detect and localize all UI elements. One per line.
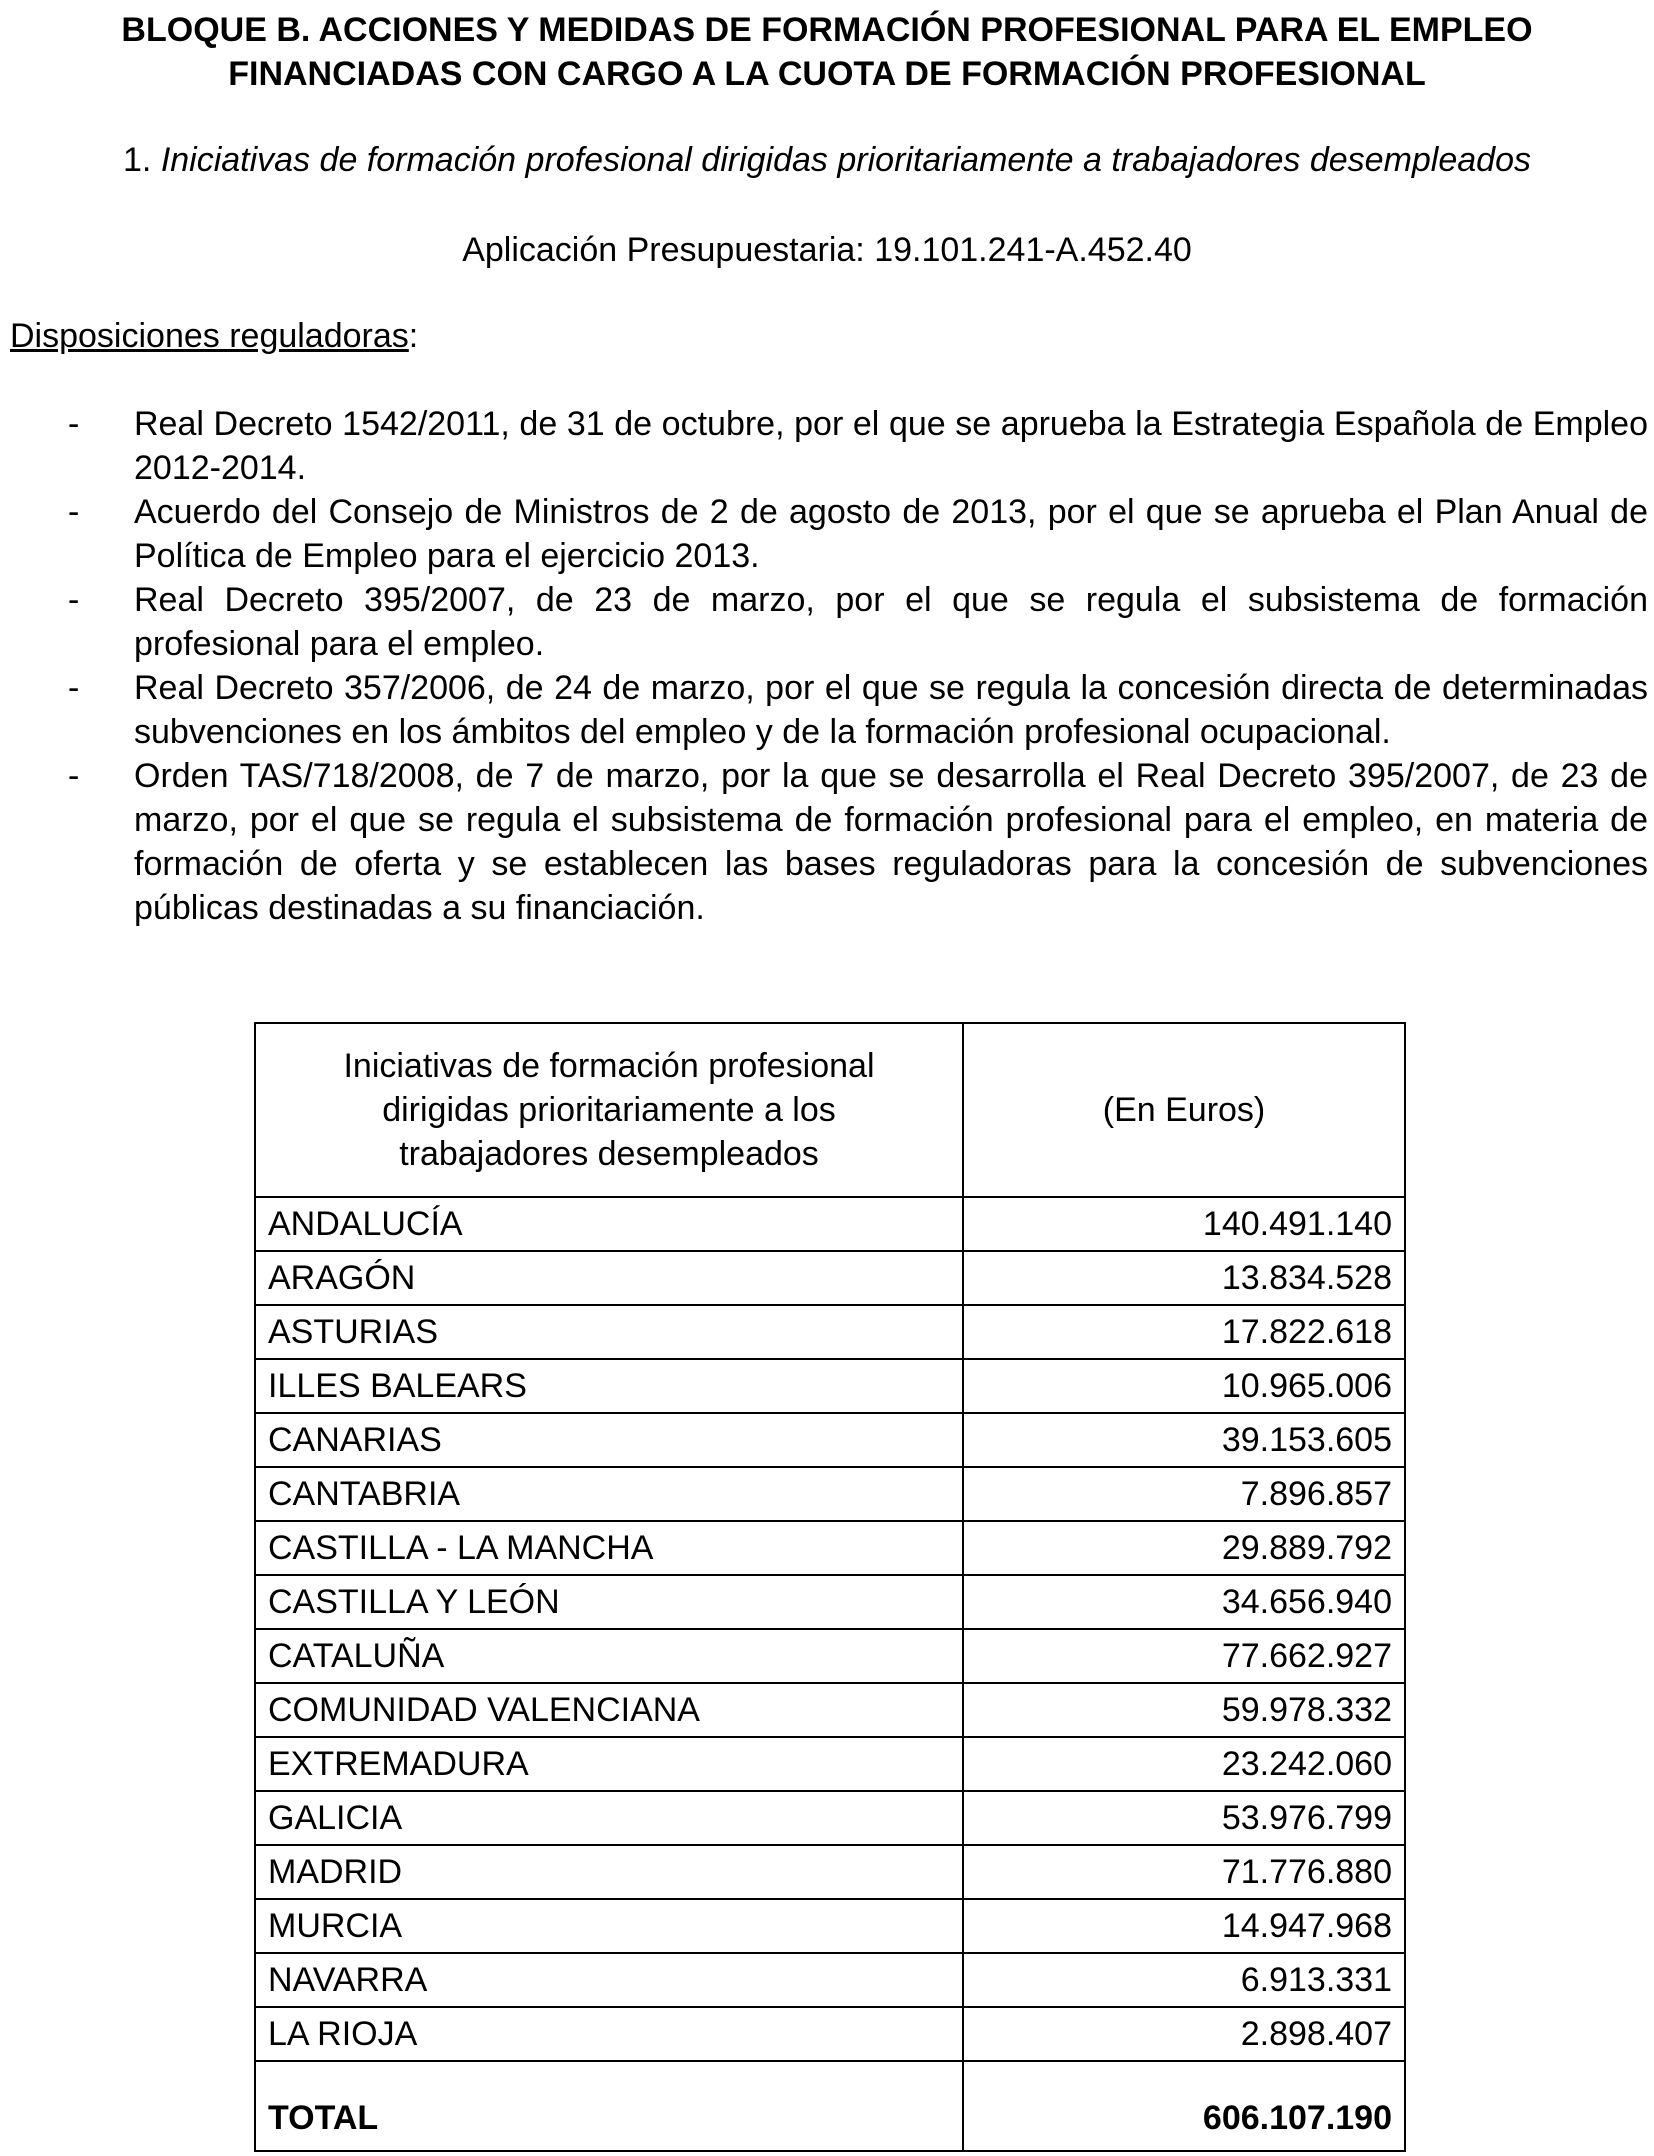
bloque-title-line2: FINANCIADAS CON CARGO A LA CUOTA DE FORMACIÓN PROFESIONAL: [228, 55, 1426, 93]
list-dash: -: [68, 757, 80, 795]
disposiciones-heading: [10, 314, 418, 358]
disposicion-item: [0, 754, 1654, 930]
region-cell: CASTILLA - LA MANCHA: [255, 1521, 963, 1575]
disposicion-text: Real Decreto 395/2007, de 23 de marzo, por el que se regula el subsistema de formación profesional para el empleo.: [134, 581, 1648, 663]
region-cell: ANDALUCÍA: [255, 1197, 963, 1251]
list-dash: -: [68, 669, 80, 707]
section-number: 1.: [123, 141, 152, 179]
budget-table: [254, 1022, 1406, 2152]
list-dash: -: [68, 581, 80, 619]
region-cell: CANTABRIA: [255, 1467, 963, 1521]
table-row: [255, 1899, 1405, 1953]
list-dash: -: [68, 493, 80, 531]
amount-cell: 10.965.006: [963, 1359, 1405, 1413]
bloque-title-line1: BLOQUE B. ACCIONES Y MEDIDAS DE FORMACIÓN PROFESIONAL PARA EL EMPLEO: [121, 11, 1533, 49]
disposiciones-label: Disposiciones reguladoras: [10, 317, 409, 355]
region-cell: ARAGÓN: [255, 1251, 963, 1305]
section-heading: [10, 138, 1644, 182]
region-cell: MURCIA: [255, 1899, 963, 1953]
table-row: [255, 1953, 1405, 2007]
amount-cell: 2.898.407: [963, 2007, 1405, 2061]
disposicion-text: Real Decreto 1542/2011, de 31 de octubre, por el que se aprueba la Estrategia Española de Empleo 2012-2014.: [134, 405, 1648, 487]
amount-cell: 29.889.792: [963, 1521, 1405, 1575]
table-row: [255, 1629, 1405, 1683]
table-row: [255, 1683, 1405, 1737]
section-title: Iniciativas de formación profesional dirigidas prioritariamente a trabajadores desempleados: [160, 141, 1531, 179]
amount-cell: 59.978.332: [963, 1683, 1405, 1737]
table-row: [255, 1575, 1405, 1629]
total-amount: 606.107.190: [963, 2061, 1405, 2151]
region-cell: EXTREMADURA: [255, 1737, 963, 1791]
table-header-row: [255, 1023, 1405, 1197]
column-header-line: trabajadores desempleados: [399, 1135, 819, 1173]
table-row: [255, 1467, 1405, 1521]
column-header-euros: (En Euros): [963, 1023, 1405, 1197]
table-row: [255, 1413, 1405, 1467]
amount-cell: 140.491.140: [963, 1197, 1405, 1251]
amount-cell: 6.913.331: [963, 1953, 1405, 2007]
region-cell: CATALUÑA: [255, 1629, 963, 1683]
region-cell: MADRID: [255, 1845, 963, 1899]
list-dash: -: [68, 405, 80, 443]
table-row: [255, 1791, 1405, 1845]
table-row: [255, 2007, 1405, 2061]
table-row: [255, 1737, 1405, 1791]
amount-cell: 77.662.927: [963, 1629, 1405, 1683]
total-row: [255, 2061, 1405, 2151]
disposicion-item: [0, 666, 1654, 754]
table-row: [255, 1251, 1405, 1305]
region-cell: CANARIAS: [255, 1413, 963, 1467]
amount-cell: 13.834.528: [963, 1251, 1405, 1305]
table-row: [255, 1521, 1405, 1575]
region-cell: CASTILLA Y LEÓN: [255, 1575, 963, 1629]
table-row: [255, 1197, 1405, 1251]
disposicion-item: [0, 402, 1654, 490]
aplicacion-presupuestaria: Aplicación Presupuestaria: 19.101.241-A.452.40: [462, 231, 1192, 269]
region-cell: LA RIOJA: [255, 2007, 963, 2061]
disposicion-text: Orden TAS/718/2008, de 7 de marzo, por la que se desarrolla el Real Decreto 395/2007, de 23 de marzo, por el que se regula el subsistema de formación profesional para el empleo, en materia de formación de oferta y se establecen las bases reguladoras para la concesión de subvenciones públicas destinadas a su financiación.: [134, 757, 1648, 927]
disposiciones-colon: :: [408, 317, 419, 355]
column-header-line: dirigidas prioritariamente a los: [382, 1091, 836, 1129]
disposicion-text: Acuerdo del Consejo de Ministros de 2 de agosto de 2013, por el que se aprueba el Plan Anual de Política de Empleo para el ejercicio 2013.: [134, 493, 1648, 575]
disposicion-text: Real Decreto 357/2006, de 24 de marzo, por el que se regula la concesión directa de determinadas subvenciones en los ámbitos del empleo y de la formación profesional ocupacional.: [134, 669, 1648, 751]
bloque-title: [10, 8, 1644, 96]
budget-table-wrapper: [254, 1022, 1406, 2152]
disposiciones-list: [0, 402, 1654, 930]
column-header-line: Iniciativas de formación profesional: [343, 1047, 875, 1085]
region-cell: GALICIA: [255, 1791, 963, 1845]
amount-cell: 14.947.968: [963, 1899, 1405, 1953]
disposicion-item: [0, 490, 1654, 578]
amount-cell: 39.153.605: [963, 1413, 1405, 1467]
column-header-iniciativas: [255, 1023, 963, 1197]
region-cell: NAVARRA: [255, 1953, 963, 2007]
amount-cell: 34.656.940: [963, 1575, 1405, 1629]
total-label: TOTAL: [255, 2061, 963, 2151]
amount-cell: 7.896.857: [963, 1467, 1405, 1521]
region-cell: COMUNIDAD VALENCIANA: [255, 1683, 963, 1737]
table-row: [255, 1305, 1405, 1359]
amount-cell: 17.822.618: [963, 1305, 1405, 1359]
amount-cell: 71.776.880: [963, 1845, 1405, 1899]
amount-cell: 23.242.060: [963, 1737, 1405, 1791]
amount-cell: 53.976.799: [963, 1791, 1405, 1845]
region-cell: ILLES BALEARS: [255, 1359, 963, 1413]
region-cell: ASTURIAS: [255, 1305, 963, 1359]
table-row: [255, 1845, 1405, 1899]
disposicion-item: [0, 578, 1654, 666]
table-row: [255, 1359, 1405, 1413]
